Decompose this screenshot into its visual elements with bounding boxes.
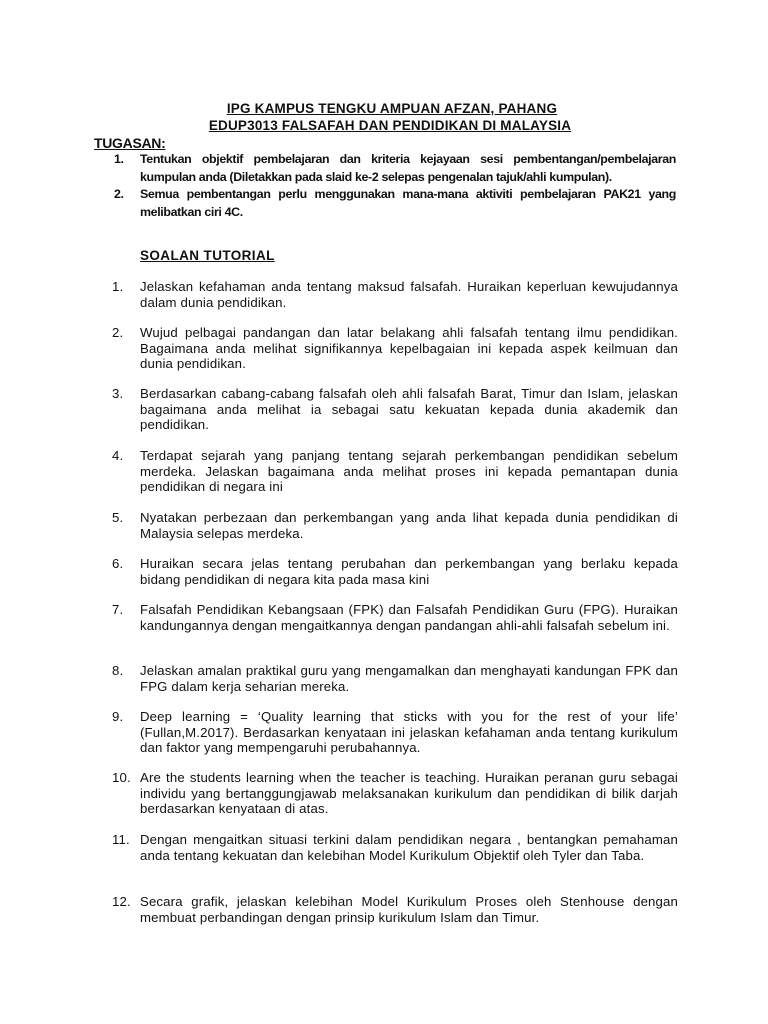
question-text: Deep learning = ‘Quality learning that sticks with you for the rest of your life’ (Fullan,M.2017). Berdasarkan kenyataan ini jelaskan kefahaman anda tentang kurikulum dan faktor yang mempengaruhi perubahannya. bbox=[140, 709, 678, 756]
question-item bbox=[112, 602, 678, 633]
question-number: 12. bbox=[112, 894, 131, 909]
tugasan-heading: TUGASAN: bbox=[94, 135, 166, 151]
question-text: Jelaskan kefahaman anda tentang maksud falsafah. Huraikan keperluan kewujudannya dalam dunia pendidikan. bbox=[140, 279, 678, 310]
question-number: 4. bbox=[112, 448, 124, 463]
question-text: Nyatakan perbezaan dan perkembangan yang anda lihat kepada dunia pendidikan di Malaysia selepas merdeka. bbox=[140, 510, 678, 541]
question-item bbox=[112, 832, 678, 863]
question-text: Wujud pelbagai pandangan dan latar belakang ahli falsafah tentang ilmu pendidikan. Bagaimana anda melihat signifikannya kepelbagaian ini kepada aspek keilmuan dan dunia pendidikan. bbox=[140, 325, 678, 372]
task-text: Tentukan objektif pembelajaran dan kriteria kejayaan sesi pembentangan/pembelajaran kumpulan anda (Diletakkan pada slaid ke-2 selepas pengenalan tajuk/ahli kumpulan). bbox=[140, 152, 676, 184]
question-number: 8. bbox=[112, 663, 124, 678]
question-item bbox=[112, 325, 678, 372]
question-item bbox=[112, 386, 678, 433]
question-number: 11. bbox=[112, 832, 130, 847]
institution-title: IPG KAMPUS TENGKU AMPUAN AFZAN, PAHANG bbox=[226, 101, 558, 116]
question-text: Are the students learning when the teacher is teaching. Huraikan peranan guru sebagai individu yang bertanggungjawab melaksanakan kurikulum dan pendidikan di bilik darjah berdasarkan kenyataan di atas. bbox=[140, 770, 678, 817]
question-item bbox=[112, 894, 678, 925]
task-number: 1. bbox=[114, 152, 124, 166]
question-number: 1. bbox=[112, 279, 124, 294]
question-text: Huraikan secara jelas tentang perubahan dan perkembangan yang berlaku kepada bidang pendidikan di negara kita pada masa kini bbox=[140, 556, 678, 587]
question-text: Berdasarkan cabang-cabang falsafah oleh ahli falsafah Barat, Timur dan Islam, jelaskan bagaimana anda melihat ia sebagai satu kekuatan kepada dunia akademik dan pendidikan. bbox=[140, 386, 678, 433]
task-text: Semua pembentangan perlu menggunakan mana-mana aktiviti pembelajaran PAK21 yang melibatkan ciri 4C. bbox=[140, 187, 676, 219]
question-text: Terdapat sejarah yang panjang tentang sejarah perkembangan pendidikan sebelum merdeka. Jelaskan bagaimana anda melihat proses ini kepada pemantapan dunia pendidikan di negara ini bbox=[140, 448, 678, 495]
question-number: 7. bbox=[112, 602, 124, 617]
question-text: Jelaskan amalan praktikal guru yang mengamalkan dan menghayati kandungan FPK dan FPG dalam kerja seharian mereka. bbox=[140, 663, 678, 694]
question-item bbox=[112, 448, 678, 495]
question-number: 5. bbox=[112, 510, 124, 525]
question-item bbox=[112, 510, 678, 541]
question-number: 3. bbox=[112, 386, 124, 401]
question-number: 10. bbox=[112, 770, 131, 785]
task-item bbox=[114, 151, 676, 186]
question-item bbox=[112, 279, 678, 310]
question-text: Secara grafik, jelaskan kelebihan Model Kurikulum Proses oleh Stenhouse dengan membuat perbandingan dengan prinsip kurikulum Islam dan Timur. bbox=[140, 894, 678, 925]
question-text: Dengan mengaitkan situasi terkini dalam pendidikan negara , bentangkan pemahaman anda tentang kekuatan dan kelebihan Model Kurikulum Objektif oleh Tyler dan Taba. bbox=[140, 832, 678, 863]
task-number: 2. bbox=[114, 187, 124, 201]
task-item bbox=[114, 186, 676, 221]
question-item bbox=[112, 709, 678, 756]
tutorial-heading: SOALAN TUTORIAL bbox=[140, 248, 275, 263]
question-item bbox=[112, 556, 678, 587]
question-number: 6. bbox=[112, 556, 124, 571]
question-number: 2. bbox=[112, 325, 124, 340]
question-text: Falsafah Pendidikan Kebangsaan (FPK) dan Falsafah Pendidikan Guru (FPG). Huraikan kandungannya dengan mengaitkannya dengan pandangan ahli-ahli falsafah sebelum ini. bbox=[140, 602, 678, 633]
question-number: 9. bbox=[112, 709, 124, 724]
question-item bbox=[112, 770, 678, 817]
course-title: EDUP3013 FALSAFAH DAN PENDIDIKAN DI MALAYSIA bbox=[208, 118, 572, 133]
question-item bbox=[112, 663, 678, 694]
